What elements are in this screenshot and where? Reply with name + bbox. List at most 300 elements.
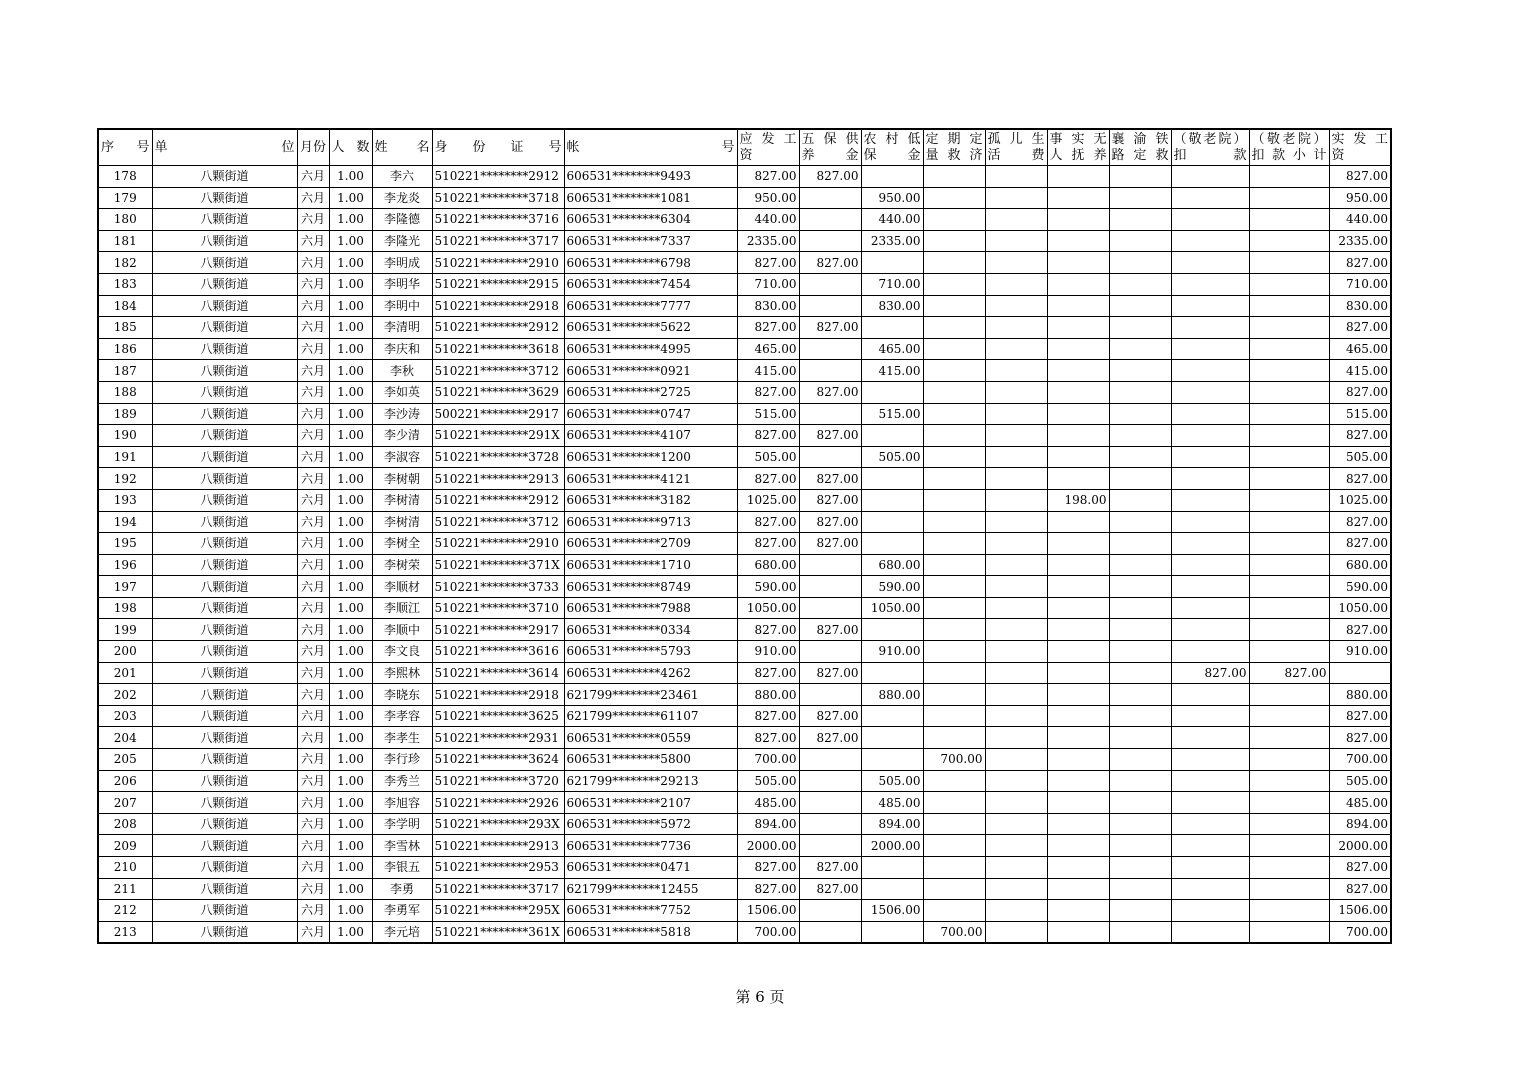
- cell-guer: [985, 489, 1047, 511]
- cell-guer: [985, 835, 1047, 857]
- cell-deduction-subtotal: [1249, 317, 1329, 339]
- cell-dibao: [861, 489, 923, 511]
- cell-deduction-subtotal: [1249, 597, 1329, 619]
- cell-deduction: [1171, 813, 1249, 835]
- table-row: [98, 835, 1391, 857]
- table-row: [98, 166, 1391, 188]
- cell-shishi: [1047, 273, 1109, 295]
- cell-xiangyu: [1109, 403, 1171, 425]
- cell-deduction-subtotal: [1249, 295, 1329, 317]
- cell-dibao: 2335.00: [861, 230, 923, 252]
- cell-wubao: [799, 338, 861, 360]
- col-header-account: 帐 号: [564, 129, 737, 166]
- cell-no: 213: [98, 921, 152, 943]
- cell-dingqi: [923, 425, 985, 447]
- cell-wubao: [799, 900, 861, 922]
- cell-dingqi: [923, 381, 985, 403]
- cell-wubao: 827.00: [799, 662, 861, 684]
- cell-deduction: [1171, 533, 1249, 555]
- cell-deduction-subtotal: [1249, 554, 1329, 576]
- cell-account: 606531********1200: [564, 446, 737, 468]
- cell-shishi: [1047, 425, 1109, 447]
- cell-dibao: [861, 705, 923, 727]
- cell-no: 186: [98, 338, 152, 360]
- cell-dingqi: [923, 662, 985, 684]
- cell-net-pay: 827.00: [1329, 166, 1391, 188]
- cell-month: 六月: [297, 403, 329, 425]
- cell-unit: 八颗街道: [152, 187, 297, 209]
- cell-shishi: [1047, 641, 1109, 663]
- cell-count: 1.00: [329, 511, 372, 533]
- cell-id: 510221********2910: [432, 252, 564, 274]
- cell-no: 189: [98, 403, 152, 425]
- cell-wubao: [799, 792, 861, 814]
- table-row: [98, 209, 1391, 231]
- cell-xiangyu: [1109, 641, 1171, 663]
- cell-count: 1.00: [329, 857, 372, 879]
- cell-account: 606531********7752: [564, 900, 737, 922]
- table-row: [98, 295, 1391, 317]
- cell-deduction-subtotal: [1249, 252, 1329, 274]
- cell-no: 190: [98, 425, 152, 447]
- cell-wubao: [799, 554, 861, 576]
- table-row: [98, 252, 1391, 274]
- cell-wubao: 827.00: [799, 252, 861, 274]
- cell-month: 六月: [297, 921, 329, 943]
- cell-unit: 八颗街道: [152, 835, 297, 857]
- cell-unit: 八颗街道: [152, 857, 297, 879]
- cell-name: 李龙炎: [372, 187, 432, 209]
- cell-deduction: [1171, 749, 1249, 771]
- cell-account: 606531********2709: [564, 533, 737, 555]
- cell-month: 六月: [297, 166, 329, 188]
- cell-xiangyu: [1109, 187, 1171, 209]
- cell-dingqi: [923, 403, 985, 425]
- cell-shishi: [1047, 187, 1109, 209]
- cell-net-pay: 827.00: [1329, 381, 1391, 403]
- cell-shishi: [1047, 554, 1109, 576]
- cell-wubao: [799, 684, 861, 706]
- cell-due: 1025.00: [737, 489, 799, 511]
- cell-id: 510221********2913: [432, 468, 564, 490]
- cell-id: 510221********3618: [432, 338, 564, 360]
- cell-wubao: 827.00: [799, 425, 861, 447]
- cell-name: 李明中: [372, 295, 432, 317]
- cell-account: 621799********12455: [564, 878, 737, 900]
- cell-dibao: 515.00: [861, 403, 923, 425]
- cell-name: 李学明: [372, 813, 432, 835]
- cell-deduction: [1171, 554, 1249, 576]
- cell-id: 510221********371X: [432, 554, 564, 576]
- cell-count: 1.00: [329, 209, 372, 231]
- cell-id: 510221********3712: [432, 511, 564, 533]
- cell-dibao: 440.00: [861, 209, 923, 231]
- cell-guer: [985, 511, 1047, 533]
- cell-dibao: 710.00: [861, 273, 923, 295]
- cell-count: 1.00: [329, 295, 372, 317]
- cell-deduction: 827.00: [1171, 662, 1249, 684]
- cell-shishi: [1047, 597, 1109, 619]
- cell-wubao: 827.00: [799, 511, 861, 533]
- cell-dingqi: [923, 597, 985, 619]
- cell-dibao: 830.00: [861, 295, 923, 317]
- cell-count: 1.00: [329, 360, 372, 382]
- cell-shishi: [1047, 857, 1109, 879]
- cell-account: 606531********7454: [564, 273, 737, 295]
- cell-due: 1506.00: [737, 900, 799, 922]
- cell-name: 李树荣: [372, 554, 432, 576]
- cell-deduction-subtotal: [1249, 533, 1329, 555]
- cell-account: 606531********9713: [564, 511, 737, 533]
- cell-account: 606531********0559: [564, 727, 737, 749]
- col-header-count: 人 数: [329, 129, 372, 166]
- cell-guer: [985, 446, 1047, 468]
- cell-count: 1.00: [329, 554, 372, 576]
- table-row: [98, 317, 1391, 339]
- cell-account: 621799********61107: [564, 705, 737, 727]
- cell-shishi: [1047, 813, 1109, 835]
- cell-month: 六月: [297, 641, 329, 663]
- cell-xiangyu: [1109, 360, 1171, 382]
- cell-unit: 八颗街道: [152, 813, 297, 835]
- cell-dibao: [861, 317, 923, 339]
- cell-id: 510221********3616: [432, 641, 564, 663]
- cell-due: 827.00: [737, 166, 799, 188]
- cell-net-pay: 827.00: [1329, 317, 1391, 339]
- cell-no: 212: [98, 900, 152, 922]
- table-row: [98, 446, 1391, 468]
- cell-unit: 八颗街道: [152, 425, 297, 447]
- cell-dibao: 505.00: [861, 446, 923, 468]
- cell-account: 606531********7988: [564, 597, 737, 619]
- cell-deduction-subtotal: [1249, 338, 1329, 360]
- cell-name: 李庆和: [372, 338, 432, 360]
- cell-deduction: [1171, 403, 1249, 425]
- cell-count: 1.00: [329, 317, 372, 339]
- cell-due: 700.00: [737, 921, 799, 943]
- cell-deduction: [1171, 273, 1249, 295]
- cell-deduction: [1171, 230, 1249, 252]
- table-row: [98, 403, 1391, 425]
- cell-deduction: [1171, 641, 1249, 663]
- cell-xiangyu: [1109, 468, 1171, 490]
- cell-no: 206: [98, 770, 152, 792]
- cell-count: 1.00: [329, 489, 372, 511]
- cell-dibao: [861, 921, 923, 943]
- cell-shishi: [1047, 878, 1109, 900]
- cell-xiangyu: [1109, 230, 1171, 252]
- cell-unit: 八颗街道: [152, 295, 297, 317]
- cell-wubao: 827.00: [799, 727, 861, 749]
- cell-net-pay: 827.00: [1329, 727, 1391, 749]
- cell-dingqi: [923, 317, 985, 339]
- cell-guer: [985, 273, 1047, 295]
- col-header-dibao: 农 村 低 保 金: [861, 129, 923, 166]
- cell-due: 1050.00: [737, 597, 799, 619]
- cell-unit: 八颗街道: [152, 597, 297, 619]
- cell-name: 李六: [372, 166, 432, 188]
- cell-no: 178: [98, 166, 152, 188]
- cell-count: 1.00: [329, 619, 372, 641]
- cell-deduction: [1171, 425, 1249, 447]
- cell-net-pay: 1506.00: [1329, 900, 1391, 922]
- cell-unit: 八颗街道: [152, 209, 297, 231]
- cell-name: 李顺江: [372, 597, 432, 619]
- cell-dibao: 1506.00: [861, 900, 923, 922]
- table-row: [98, 187, 1391, 209]
- cell-deduction-subtotal: [1249, 209, 1329, 231]
- cell-xiangyu: [1109, 317, 1171, 339]
- cell-account: 606531********4107: [564, 425, 737, 447]
- table-row: [98, 813, 1391, 835]
- cell-dingqi: [923, 554, 985, 576]
- cell-month: 六月: [297, 425, 329, 447]
- cell-shishi: [1047, 662, 1109, 684]
- cell-dingqi: [923, 489, 985, 511]
- table-row: [98, 489, 1391, 511]
- table-row: [98, 684, 1391, 706]
- cell-count: 1.00: [329, 727, 372, 749]
- table-row: [98, 533, 1391, 555]
- cell-dingqi: [923, 619, 985, 641]
- cell-month: 六月: [297, 813, 329, 835]
- cell-month: 六月: [297, 446, 329, 468]
- cell-guer: [985, 533, 1047, 555]
- cell-name: 李秋: [372, 360, 432, 382]
- cell-account: 606531********4262: [564, 662, 737, 684]
- cell-dibao: [861, 727, 923, 749]
- cell-count: 1.00: [329, 900, 372, 922]
- cell-no: 202: [98, 684, 152, 706]
- cell-no: 200: [98, 641, 152, 663]
- cell-count: 1.00: [329, 770, 372, 792]
- cell-due: 440.00: [737, 209, 799, 231]
- cell-unit: 八颗街道: [152, 641, 297, 663]
- cell-shishi: [1047, 230, 1109, 252]
- cell-guer: [985, 619, 1047, 641]
- cell-dibao: 910.00: [861, 641, 923, 663]
- cell-unit: 八颗街道: [152, 381, 297, 403]
- cell-id: 510221********3614: [432, 662, 564, 684]
- cell-shishi: [1047, 317, 1109, 339]
- cell-dibao: [861, 857, 923, 879]
- cell-deduction-subtotal: [1249, 878, 1329, 900]
- cell-dingqi: [923, 770, 985, 792]
- col-header-dingqi: 定 期 定 量 救 济: [923, 129, 985, 166]
- cell-due: 827.00: [737, 252, 799, 274]
- cell-guer: [985, 792, 1047, 814]
- cell-id: 510221********2913: [432, 835, 564, 857]
- cell-id: 510221********293X: [432, 813, 564, 835]
- cell-deduction-subtotal: [1249, 857, 1329, 879]
- cell-month: 六月: [297, 597, 329, 619]
- cell-account: 606531********8749: [564, 576, 737, 598]
- cell-guer: [985, 381, 1047, 403]
- cell-no: 193: [98, 489, 152, 511]
- col-header-no: 序 号: [98, 129, 152, 166]
- cell-dingqi: [923, 295, 985, 317]
- cell-guer: [985, 813, 1047, 835]
- cell-account: 606531********5972: [564, 813, 737, 835]
- cell-count: 1.00: [329, 446, 372, 468]
- col-header-deduction: （敬老院）扣 款: [1171, 129, 1249, 166]
- cell-count: 1.00: [329, 705, 372, 727]
- cell-net-pay: 485.00: [1329, 792, 1391, 814]
- cell-deduction: [1171, 489, 1249, 511]
- cell-deduction: [1171, 878, 1249, 900]
- cell-deduction-subtotal: [1249, 273, 1329, 295]
- table-row: [98, 641, 1391, 663]
- cell-shishi: [1047, 468, 1109, 490]
- cell-wubao: [799, 597, 861, 619]
- cell-count: 1.00: [329, 878, 372, 900]
- cell-shishi: [1047, 921, 1109, 943]
- cell-wubao: [799, 273, 861, 295]
- cell-id: 510221********2915: [432, 273, 564, 295]
- cell-no: 191: [98, 446, 152, 468]
- cell-unit: 八颗街道: [152, 619, 297, 641]
- table-row: [98, 381, 1391, 403]
- col-header-guer: 孤 儿 生 活 费: [985, 129, 1047, 166]
- cell-month: 六月: [297, 749, 329, 771]
- cell-id: 510221********3629: [432, 381, 564, 403]
- cell-net-pay: 910.00: [1329, 641, 1391, 663]
- col-header-xiangyu: 襄 渝 铁 路 定 救: [1109, 129, 1171, 166]
- cell-deduction-subtotal: [1249, 684, 1329, 706]
- cell-dingqi: [923, 230, 985, 252]
- cell-xiangyu: [1109, 295, 1171, 317]
- cell-account: 606531********5818: [564, 921, 737, 943]
- cell-dingqi: [923, 835, 985, 857]
- cell-due: 880.00: [737, 684, 799, 706]
- cell-deduction-subtotal: [1249, 619, 1329, 641]
- cell-guer: [985, 921, 1047, 943]
- cell-net-pay: 2000.00: [1329, 835, 1391, 857]
- cell-id: 510221********2918: [432, 684, 564, 706]
- cell-no: 188: [98, 381, 152, 403]
- cell-unit: 八颗街道: [152, 511, 297, 533]
- cell-dibao: 1050.00: [861, 597, 923, 619]
- cell-xiangyu: [1109, 381, 1171, 403]
- cell-dingqi: [923, 166, 985, 188]
- cell-deduction-subtotal: [1249, 813, 1329, 835]
- cell-account: 606531********4995: [564, 338, 737, 360]
- cell-no: 183: [98, 273, 152, 295]
- cell-dingqi: [923, 360, 985, 382]
- cell-month: 六月: [297, 230, 329, 252]
- cell-count: 1.00: [329, 597, 372, 619]
- cell-month: 六月: [297, 835, 329, 857]
- col-header-id: 身 份 证 号: [432, 129, 564, 166]
- cell-net-pay: 1025.00: [1329, 489, 1391, 511]
- cell-dingqi: [923, 641, 985, 663]
- cell-account: 606531********4121: [564, 468, 737, 490]
- cell-id: 510221********3728: [432, 446, 564, 468]
- cell-deduction-subtotal: [1249, 641, 1329, 663]
- cell-name: 李熙林: [372, 662, 432, 684]
- cell-no: 205: [98, 749, 152, 771]
- cell-wubao: [799, 295, 861, 317]
- cell-xiangyu: [1109, 273, 1171, 295]
- cell-due: 827.00: [737, 511, 799, 533]
- col-header-wubao: 五 保 供 养 金: [799, 129, 861, 166]
- cell-unit: 八颗街道: [152, 900, 297, 922]
- cell-shishi: [1047, 511, 1109, 533]
- table-row: [98, 705, 1391, 727]
- cell-due: 485.00: [737, 792, 799, 814]
- cell-name: 李清明: [372, 317, 432, 339]
- cell-net-pay: 827.00: [1329, 468, 1391, 490]
- cell-deduction-subtotal: [1249, 792, 1329, 814]
- cell-deduction: [1171, 921, 1249, 943]
- cell-net-pay: 2335.00: [1329, 230, 1391, 252]
- cell-name: 李秀兰: [372, 770, 432, 792]
- cell-wubao: [799, 209, 861, 231]
- cell-unit: 八颗街道: [152, 403, 297, 425]
- cell-no: 197: [98, 576, 152, 598]
- cell-id: 510221********2926: [432, 792, 564, 814]
- cell-due: 710.00: [737, 273, 799, 295]
- payroll-table: [97, 128, 1392, 944]
- cell-name: 李隆德: [372, 209, 432, 231]
- cell-month: 六月: [297, 489, 329, 511]
- cell-shishi: [1047, 360, 1109, 382]
- col-header-name: 姓 名: [372, 129, 432, 166]
- cell-id: 500221********2917: [432, 403, 564, 425]
- cell-count: 1.00: [329, 403, 372, 425]
- cell-shishi: [1047, 770, 1109, 792]
- cell-net-pay: [1329, 662, 1391, 684]
- cell-deduction-subtotal: [1249, 446, 1329, 468]
- cell-account: 606531********9493: [564, 166, 737, 188]
- cell-deduction: [1171, 835, 1249, 857]
- cell-account: 606531********0334: [564, 619, 737, 641]
- cell-dingqi: [923, 273, 985, 295]
- cell-unit: 八颗街道: [152, 792, 297, 814]
- cell-id: 510221********3624: [432, 749, 564, 771]
- cell-shishi: [1047, 252, 1109, 274]
- cell-shishi: [1047, 684, 1109, 706]
- cell-wubao: [799, 921, 861, 943]
- cell-shishi: [1047, 835, 1109, 857]
- cell-no: 195: [98, 533, 152, 555]
- col-header-deduction-subtotal: （敬老院）扣 款 小 计: [1249, 129, 1329, 166]
- cell-account: 606531********2725: [564, 381, 737, 403]
- cell-dingqi: [923, 792, 985, 814]
- cell-deduction-subtotal: [1249, 425, 1329, 447]
- cell-no: 187: [98, 360, 152, 382]
- cell-account: 621799********23461: [564, 684, 737, 706]
- cell-account: 606531********0471: [564, 857, 737, 879]
- cell-wubao: 827.00: [799, 166, 861, 188]
- cell-account: 606531********7736: [564, 835, 737, 857]
- cell-due: 700.00: [737, 749, 799, 771]
- table-row: [98, 273, 1391, 295]
- cell-wubao: 827.00: [799, 381, 861, 403]
- cell-guer: [985, 727, 1047, 749]
- cell-wubao: [799, 446, 861, 468]
- cell-dibao: 680.00: [861, 554, 923, 576]
- cell-due: 827.00: [737, 317, 799, 339]
- cell-wubao: 827.00: [799, 533, 861, 555]
- cell-deduction: [1171, 166, 1249, 188]
- cell-net-pay: 950.00: [1329, 187, 1391, 209]
- cell-wubao: [799, 813, 861, 835]
- cell-due: 827.00: [737, 468, 799, 490]
- cell-account: 606531********0747: [564, 403, 737, 425]
- cell-net-pay: 465.00: [1329, 338, 1391, 360]
- cell-month: 六月: [297, 360, 329, 382]
